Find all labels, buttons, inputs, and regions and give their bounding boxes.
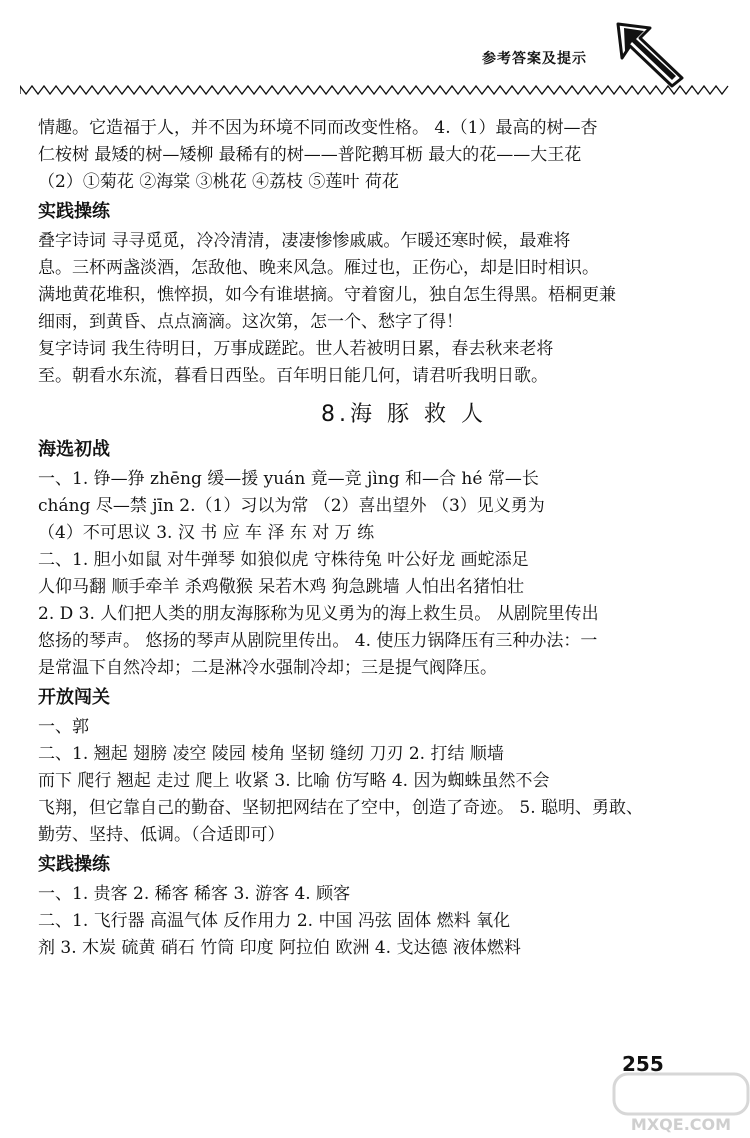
- answer-line: 是常温下自然冷却；二是淋冷水强制冷却；三是提气阀降压。: [38, 658, 497, 678]
- answer-line: 情趣。它造福于人，并不因为环境不同而改变性格。 4.（1）最高的树—杏: [38, 118, 598, 138]
- answer-line: 勤劳、坚持、低调。（合适即可）: [38, 825, 285, 845]
- answer-line: 一、郭: [38, 717, 89, 737]
- answer-line: 一、1. 贵客 2. 稀客 稀客 3. 游客 4. 顾客: [38, 884, 351, 904]
- answer-line: 仁桉树 最矮的树—矮柳 最稀有的树——普陀鹅耳枥 最大的花——大王花: [38, 145, 582, 165]
- arrow-icon: [610, 18, 690, 88]
- answer-line: 二、1. 翘起 翅膀 凌空 陵园 棱角 坚韧 缝纫 刀刃 2. 打结 顺墙: [38, 744, 504, 764]
- answer-line: 而下 爬行 翘起 走过 爬上 收紧 3. 比喻 仿写略 4. 因为蜘蛛虽然不会: [38, 771, 550, 791]
- answer-line: 二、1. 胆小如鼠 对牛弹琴 如狼似虎 守株待兔 叶公好龙 画蛇添足: [38, 550, 529, 570]
- answer-line: 一、1. 铮—狰 zhēng 缓—援 yuán 竟—竞 jìng 和—合 hé 常—长: [38, 469, 539, 489]
- page-number: 255: [622, 1052, 664, 1076]
- answer-line: 叠字诗词 寻寻觅觅，冷冷清清，凄凄惨惨戚戚。乍暖还寒时候，最难将: [38, 231, 571, 251]
- section-heading: 开放闯关: [38, 687, 110, 708]
- answer-line: 细雨，到黄昏、点点滴滴。这次第，怎一个、愁字了得！: [38, 312, 463, 332]
- answer-line: 悠扬的琴声。 悠扬的琴声从剧院里传出。 4. 使压力锅降压有三种办法：一: [38, 631, 598, 651]
- watermark-text: MXQE.COM: [630, 1115, 732, 1134]
- answer-line: 飞翔，但它靠自己的勤奋、坚韧把网结在了空中，创造了奇迹。 5. 聪明、勇敢、: [38, 798, 644, 818]
- answer-line: cháng 尽—禁 jīn 2.（1）习以为常 （2）喜出望外 （3）见义勇为: [38, 496, 545, 516]
- answer-line: 息。三杯两盏淡酒，怎敌他、晚来风急。雁过也，正伤心，却是旧时相识。: [38, 258, 599, 278]
- section-heading: 实践操练: [38, 201, 110, 222]
- divider-zigzag: [20, 82, 730, 98]
- answer-line: （2）①菊花 ②海棠 ③桃花 ④荔枝 ⑤莲叶 荷花: [38, 172, 399, 192]
- section-heading: 海选初战: [38, 439, 110, 460]
- answer-line: （4）不可思议 3. 汉 书 应 车 泽 东 对 万 练: [38, 523, 375, 543]
- answer-content: [38, 118, 710, 965]
- answer-line: 满地黄花堆积，憔悴损，如今有谁堪摘。守着窗儿，独自怎生得黑。梧桐更兼: [38, 285, 616, 305]
- answer-line: 至。朝看水东流，暮看日西坠。百年明日能几何，请君听我明日歌。: [38, 366, 548, 386]
- answer-line: 人仰马翻 顺手牵羊 杀鸡儆猴 呆若木鸡 狗急跳墙 人怕出名猪怕壮: [38, 577, 525, 597]
- answer-line: 二、1. 飞行器 高温气体 反作用力 2. 中国 冯弦 固体 燃料 氧化: [38, 911, 511, 931]
- answer-line: 剂 3. 木炭 硫黄 硝石 竹筒 印度 阿拉伯 欧洲 4. 戈达德 液体燃料: [38, 938, 521, 958]
- lesson-title: 8.海 豚 救 人: [321, 402, 487, 427]
- section-heading: 实践操练: [38, 854, 110, 875]
- answer-line: 复字诗词 我生待明日，万事成蹉跎。世人若被明日累，春去秋来老将: [38, 339, 554, 359]
- header-title: 参考答案及提示: [482, 51, 587, 67]
- answer-line: 2. D 3. 人们把人类的朋友海豚称为见义勇为的海上救生员。 从剧院里传出: [38, 604, 599, 624]
- watermark-logo: [612, 1072, 750, 1138]
